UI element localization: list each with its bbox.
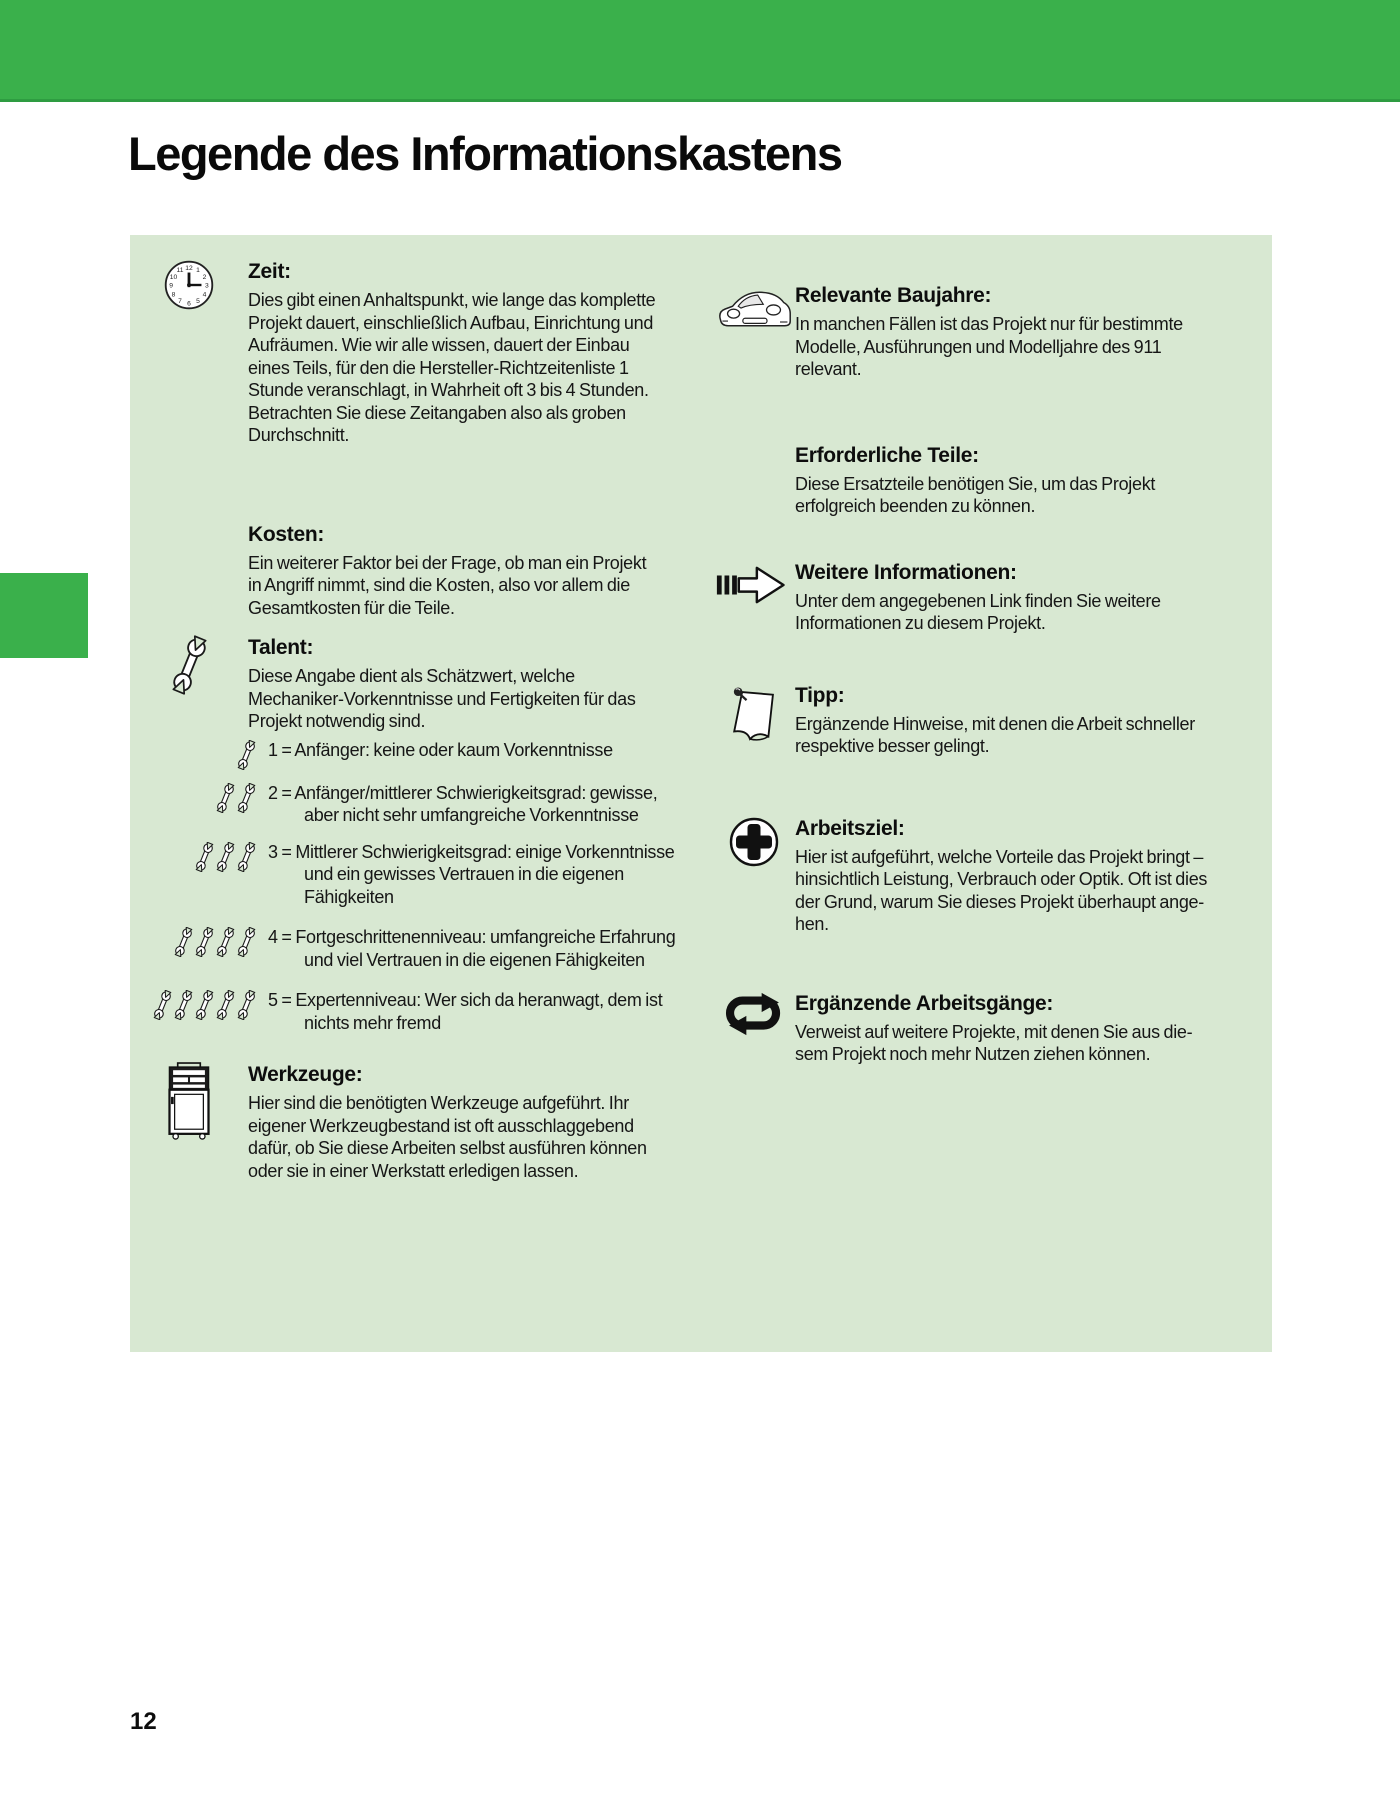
toolbox-icon xyxy=(165,1062,213,1140)
wrench-icon xyxy=(237,990,256,1020)
talent-level-row-3 xyxy=(130,841,695,909)
talent-level-text-3: 3 = Mittlerer Schwierigkeitsgrad: einige Vorkenntnisse und ein gewisses Vertrauen in die eigenen Fähigkeiten xyxy=(268,841,675,907)
legend-left-column xyxy=(130,235,695,1182)
section-heading-tipp: Tipp: xyxy=(795,683,845,707)
legend-section-arbeitsziel xyxy=(712,816,1267,936)
svg-text:2: 2 xyxy=(202,273,207,281)
svg-text:6: 6 xyxy=(187,300,191,308)
talent-level-row-5 xyxy=(130,989,695,1034)
svg-text:10: 10 xyxy=(169,273,178,281)
svg-text:8: 8 xyxy=(171,291,176,299)
legend-section-talent xyxy=(130,635,695,733)
svg-text:4: 4 xyxy=(202,291,207,299)
talent-level-text-4: 4 = Fortgeschrittenenniveau: umfangreiche Erfahrung und viel Vertrauen in die eigenen Fähigkeiten xyxy=(268,927,676,970)
wrench-icon xyxy=(216,927,235,957)
section-heading-ergaenzende: Ergänzende Arbeitsgänge: xyxy=(795,991,1054,1015)
wrench-icon xyxy=(174,927,193,957)
legend-section-info xyxy=(712,560,1267,635)
section-body-kosten: Ein weiterer Faktor bei der Frage, ob man ein Projekt in Angriff nimmt, sind die Kosten, also vor allem die Gesamtkosten für die Teile. xyxy=(248,552,647,618)
svg-text:7: 7 xyxy=(178,298,182,306)
section-heading-info: Weitere Informationen: xyxy=(795,560,1017,584)
section-body-teile: Diese Ersatzteile benötigen Sie, um das Projekt erfolgreich beenden zu können. xyxy=(795,473,1156,516)
legend-box xyxy=(130,235,1272,1352)
section-heading-baujahre: Relevante Baujahre: xyxy=(795,284,992,307)
arrow-right-icon xyxy=(715,560,793,610)
legend-section-zeit xyxy=(130,259,695,447)
page-number: 12 xyxy=(130,1708,157,1735)
wrench-icon xyxy=(237,783,256,813)
legend-section-ergaenzende xyxy=(712,991,1267,1066)
section-body-arbeitsziel: Hier ist aufgeführt, welche Vorteile das Projekt bringt – hinsichtlich Leistung, Verbrauch oder Optik. Oft ist dies der Grund, warum Sie dieses Projekt überhaupt ange- hen. xyxy=(795,846,1208,934)
svg-text:12: 12 xyxy=(185,264,193,272)
section-body-tipp: Ergänzende Hinweise, mit denen die Arbeit schneller respektive besser gelingt. xyxy=(795,713,1195,756)
svg-text:9: 9 xyxy=(169,282,173,290)
wrench-icon xyxy=(174,990,193,1020)
section-body-werkzeuge: Hier sind die benötigten Werkzeuge aufgeführt. Ihr eigener Werkzeugbestand ist oft ausschlaggebend dafür, ob Sie diese Arbeiten selbst ausführen können oder sie in einer Werkstatt erledigen lassen. xyxy=(248,1093,647,1181)
wrench-icon xyxy=(195,842,214,872)
wrench-icon xyxy=(153,990,172,1020)
legend-section-baujahre xyxy=(712,283,1267,381)
section-heading-talent: Talent: xyxy=(248,636,314,659)
wrench-rating-icons xyxy=(130,739,268,770)
wrench-icon xyxy=(195,990,214,1020)
wrench-icon xyxy=(237,740,256,770)
talent-level-text-1: 1 = Anfänger: keine oder kaum Vorkenntnisse xyxy=(268,739,613,760)
section-body-zeit: Dies gibt einen Anhaltspunkt, wie lange das komplette Projekt dauert, einschließlich Aufbau, Einrichtung und Aufräumen. Wie wir alle wissen, dauert der Einbau eines Teils, für den die Hersteller-Richtzeitenliste 1 Stunde veranschlagt, in Wahrheit oft 3 bis 4 Stunden. Betrachten Sie diese Zeitangaben also als groben Durchschnitt. xyxy=(248,290,656,445)
wrench-icon xyxy=(216,783,235,813)
legend-section-kosten xyxy=(130,522,695,620)
talent-level-row-2 xyxy=(130,782,695,827)
svg-text:11: 11 xyxy=(176,267,184,275)
wrench-icon xyxy=(237,842,256,872)
section-body-baujahre: In manchen Fällen ist das Projekt nur für bestimmte Modelle, Ausführungen und Modelljahre des 911 relevant. xyxy=(795,314,1183,379)
talent-level-text-2: 2 = Anfänger/mittlerer Schwierigkeitsgrad: gewisse, aber nicht sehr umfangreiche Vorkenntnisse xyxy=(268,782,658,825)
wrench-icon xyxy=(216,990,235,1020)
wrench-rating-icons xyxy=(130,782,268,813)
wrench-icon xyxy=(237,927,256,957)
wrench-rating-icons xyxy=(130,841,268,872)
section-body-talent: Diese Angabe dient als Schätzwert, welche Mechaniker-Vorkenntnisse und Fertigkeiten für das Projekt notwendig sind. xyxy=(248,666,636,731)
section-heading-zeit: Zeit: xyxy=(248,260,291,283)
wrench-icon xyxy=(171,635,208,695)
wrench-icon xyxy=(195,927,214,957)
green-side-tab xyxy=(0,573,88,658)
talent-level-row-1 xyxy=(130,739,695,770)
svg-text:1: 1 xyxy=(196,267,200,275)
svg-text:3: 3 xyxy=(205,282,209,290)
loop-arrows-icon xyxy=(723,991,785,1037)
talent-level-text-5: 5 = Expertenniveau: Wer sich da heranwagt, dem ist nichts mehr fremd xyxy=(268,990,663,1033)
section-body-info: Unter dem angegebenen Link finden Sie weitere Informationen zu diesem Projekt. xyxy=(795,590,1161,633)
pinned-note-icon xyxy=(726,683,782,749)
page-title: Legende des Informationskastens xyxy=(128,127,842,180)
legend-section-werkzeuge xyxy=(130,1062,695,1182)
legend-right-column xyxy=(712,235,1267,1066)
wrench-icon xyxy=(216,842,235,872)
top-green-bar xyxy=(0,0,1400,102)
plus-circle-icon xyxy=(728,816,780,868)
section-heading-arbeitsziel: Arbeitsziel: xyxy=(795,816,905,840)
section-heading-werkzeuge: Werkzeuge: xyxy=(248,1063,363,1086)
section-body-ergaenzende: Verweist auf weitere Projekte, mit denen Sie aus die- sem Projekt noch mehr Nutzen ziehen können. xyxy=(795,1021,1193,1064)
car-icon xyxy=(714,283,794,335)
legend-section-teile xyxy=(712,443,1267,518)
wrench-rating-icons xyxy=(130,989,268,1020)
talent-level-row-4 xyxy=(130,926,695,971)
section-heading-kosten: Kosten: xyxy=(248,522,325,546)
clock-icon xyxy=(163,259,215,311)
legend-section-tipp xyxy=(712,683,1267,758)
section-heading-teile: Erforderliche Teile: xyxy=(795,443,979,467)
wrench-rating-icons xyxy=(130,926,268,957)
svg-text:5: 5 xyxy=(196,298,200,306)
